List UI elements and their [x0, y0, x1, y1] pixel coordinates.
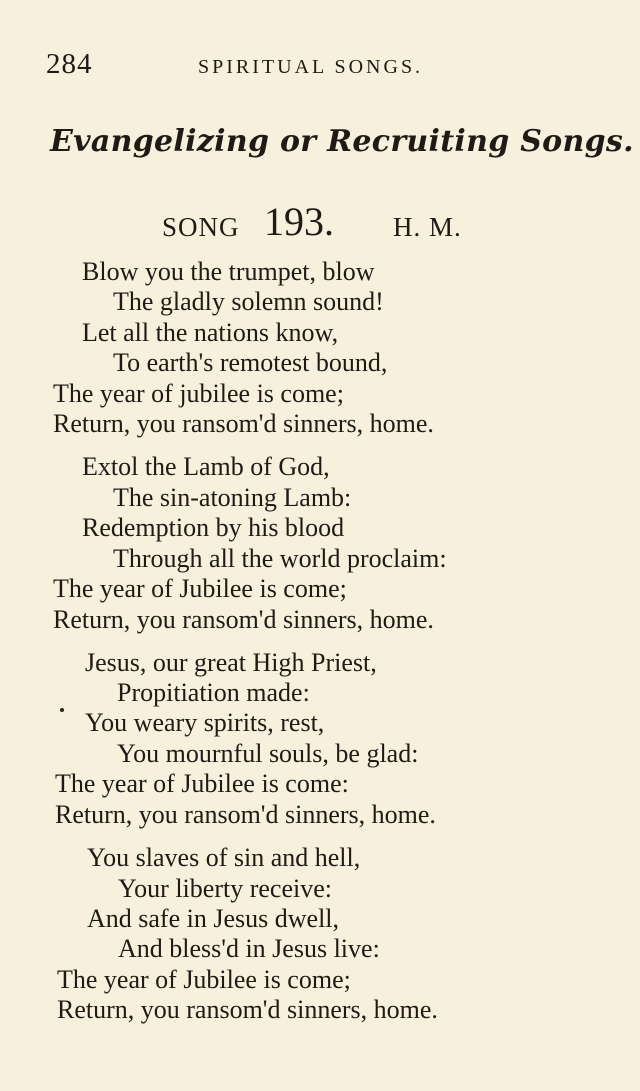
verse-line: Return, you ransom'd sinners, home.	[57, 995, 438, 1024]
running-head	[46, 48, 596, 88]
verse-line: Extol the Lamb of God,	[82, 452, 330, 481]
verse-line: And bless'd in Jesus live:	[118, 934, 380, 963]
verse-line: The year of Jubilee is come;	[53, 574, 347, 603]
verse-line: To earth's remotest bound,	[113, 348, 388, 377]
verse-line: Jesus, our great High Priest,	[85, 648, 377, 677]
verse-line: Return, you ransom'd sinners, home.	[53, 409, 434, 438]
section-heading: Evangelizing or Recruiting Songs.	[50, 124, 634, 159]
verse-line: Through all the world proclaim:	[113, 544, 447, 573]
verse-line: You slaves of sin and hell,	[87, 843, 361, 872]
verse-line: The year of Jubilee is come;	[57, 965, 351, 994]
song-meter: H. M.	[393, 212, 462, 242]
verse-line: You weary spirits, rest,	[85, 708, 325, 737]
verse-line: The gladly solemn sound!	[113, 287, 384, 316]
verse-line: Propitiation made:	[117, 678, 310, 707]
verse-line: Redemption by his blood	[82, 513, 345, 542]
stray-ink-mark	[60, 708, 64, 712]
verse-line: Blow you the trumpet, blow	[82, 257, 375, 286]
running-title: SPIRITUAL SONGS.	[198, 56, 424, 78]
page-number: 284	[46, 48, 93, 80]
song-label: SONG	[162, 212, 240, 242]
verse-line: Return, you ransom'd sinners, home.	[55, 800, 436, 829]
song-heading	[162, 198, 562, 248]
verse-line: Let all the nations know,	[82, 318, 339, 347]
song-number: 193.	[264, 199, 334, 244]
verse-line: And safe in Jesus dwell,	[87, 904, 340, 933]
verse-line: You mournful souls, be glad:	[117, 739, 419, 768]
verse-line: The year of jubilee is come;	[53, 379, 344, 408]
verse-line: Your liberty receive:	[118, 874, 332, 903]
verse-line: Return, you ransom'd sinners, home.	[53, 605, 434, 634]
verse-line: The year of Jubilee is come:	[55, 769, 349, 798]
verse-line: The sin-atoning Lamb:	[113, 483, 352, 512]
